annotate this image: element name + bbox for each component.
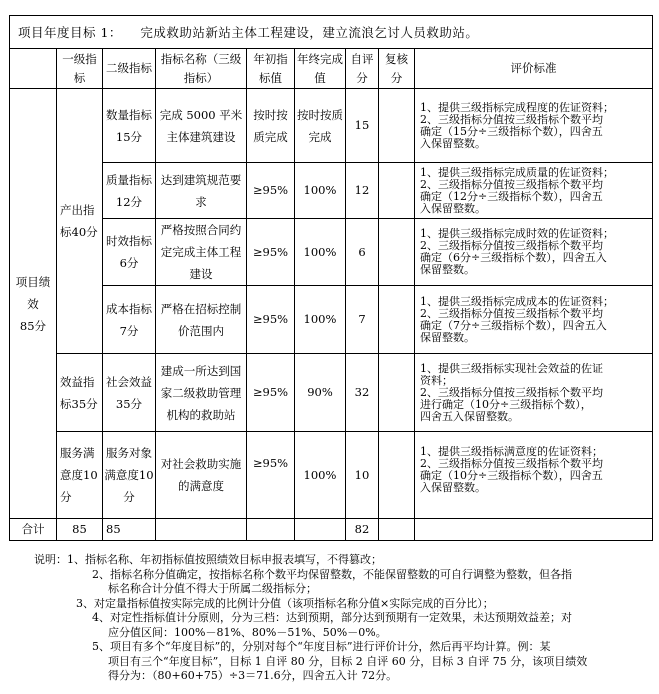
criteria-cell — [415, 219, 653, 286]
table-row — [10, 219, 653, 286]
criteria-line: 2、三级指标分值按三级指标个数平均 — [420, 178, 603, 191]
final-value: 100% — [295, 286, 346, 354]
note-line: 标名称合计分值不得大于所属二级指标分； — [108, 582, 317, 595]
criteria-line: 确定（7分÷三级指标个数），四舍五入 — [420, 319, 607, 332]
indicator-name: 完成 5000 平米主体建筑建设 — [156, 89, 247, 163]
note-line: 项目有三个“年度目标”，目标 1 自评 80 分，目标 2 自评 60 分，目标 3 自评 75 分，该项目绩效 — [108, 654, 588, 668]
review-score — [379, 354, 415, 432]
output-label: 产出指标40分 — [57, 89, 103, 354]
level2-cell: 服务对象满意度10分 — [103, 432, 156, 519]
self-score: 12 — [346, 163, 379, 219]
project-score: 85分 — [19, 318, 47, 333]
criteria-cell — [415, 163, 653, 219]
criteria-line: 入保留整数。 — [420, 482, 486, 494]
indicator-name: 达到建筑规范要求 — [156, 163, 247, 219]
criteria-line: 确定（10分÷三级指标个数），四舍五 — [420, 470, 603, 482]
criteria-cell — [415, 354, 653, 432]
goal-cell — [10, 16, 653, 49]
total-blank — [156, 519, 247, 541]
project-label: 项目绩效 — [15, 274, 51, 311]
note-line: 得分为：（80+60+75）÷3＝71.6分，四舍五入计 72分。 — [108, 669, 398, 682]
header-final: 年终完成值 — [295, 49, 346, 89]
criteria-line: 2、三级指标分值按三级指标个数平均 — [420, 386, 603, 399]
criteria-line: 进行确定（10分÷三级指标个数）， — [420, 398, 592, 411]
criteria-line: 入保留整数。 — [420, 202, 486, 215]
final-value: 90% — [295, 354, 346, 432]
final-value: 按时按质完成 — [295, 89, 346, 163]
level2-cell: 数量指标15分 — [103, 89, 156, 163]
criteria-cell — [415, 286, 653, 354]
criteria-line: 确定（6分÷三级指标个数），四舍五入 — [420, 252, 607, 264]
header-self: 自评分 — [346, 49, 379, 89]
goal-label: 项目年度目标 1： — [18, 24, 122, 40]
benefit-label: 效益指标35分 — [57, 354, 103, 432]
table-row — [10, 89, 653, 163]
self-score: 10 — [346, 432, 379, 519]
criteria-line: 保留整数。 — [420, 331, 475, 344]
criteria-cell — [415, 432, 653, 519]
criteria-line: 2、三级指标分值按三级指标个数平均 — [420, 458, 603, 470]
review-score — [379, 219, 415, 286]
total-blank — [247, 519, 295, 541]
self-score: 6 — [346, 219, 379, 286]
level2-cell: 社会效益35分 — [103, 354, 156, 432]
criteria-line: 2、三级指标分值按三级指标个数平均 — [420, 307, 603, 320]
self-score: 15 — [346, 89, 379, 163]
total-blank — [295, 519, 346, 541]
total-blank — [415, 519, 653, 541]
note-line: 说明：1、指标名称、年初指标值按照绩效目标申报表填写，不得篡改； — [34, 553, 382, 566]
criteria-line: 四舍五入保留整数。 — [420, 410, 519, 423]
criteria-line: 1、提供三级指标完成程度的佐证资料； — [420, 101, 614, 114]
header-level1: 一级指标 — [57, 49, 103, 89]
criteria-line: 1、提供三级指标完成成本的佐证资料； — [420, 295, 614, 308]
criteria-line: 1、提供三级指标满意度的佐证资料； — [420, 446, 603, 458]
performance-table — [9, 15, 653, 541]
initial-value: ≥95% — [247, 286, 295, 354]
total-row — [10, 519, 653, 541]
indicator-name: 对社会救助实施的满意度 — [156, 432, 247, 519]
review-score — [379, 286, 415, 354]
initial-value: ≥95% — [247, 163, 295, 219]
criteria-line: 确定（12分÷三级指标个数），四舍五 — [420, 190, 603, 203]
table-row — [10, 286, 653, 354]
criteria-line: 确定（15分÷三级指标个数），四舍五 — [420, 125, 603, 138]
note-line: 应分值区间：100%－81%、80%－51%、50%－0%。 — [108, 625, 387, 639]
criteria-line: 2、三级指标分值按三级指标个数平均 — [420, 113, 603, 126]
review-score — [379, 432, 415, 519]
criteria-line: 入保留整数。 — [420, 137, 486, 150]
criteria-line: 1、提供三级指标完成质量的佐证资料； — [420, 166, 614, 179]
note-line: 3、对定量指标值按实际完成的比例计分值（该项指标名称分值×实际完成的百分比）； — [76, 596, 494, 610]
total-level1: 85 — [57, 519, 103, 541]
criteria-line: 1、提供三级指标完成时效的佐证资料； — [420, 228, 614, 240]
note-line: 2、指标名称分值确定，按指标名称个数平均保留整数，不能保留整数的可自行调整为整数，但各指 — [92, 567, 572, 581]
self-score: 32 — [346, 354, 379, 432]
final-value: 100% — [295, 432, 346, 519]
self-score: 7 — [346, 286, 379, 354]
review-score — [379, 163, 415, 219]
indicator-name: 严格在招标控制价范围内 — [156, 286, 247, 354]
initial-value: ≥95% — [247, 354, 295, 432]
header-row — [10, 49, 653, 89]
criteria-cell — [415, 89, 653, 163]
level2-cell: 成本指标7分 — [103, 286, 156, 354]
criteria-line: 2、三级指标分值按三级指标个数平均 — [420, 240, 603, 252]
table-row — [10, 354, 653, 432]
table-row — [10, 163, 653, 219]
satisfaction-label: 服务满意度10分 — [57, 432, 103, 519]
criteria-line: 保留整数。 — [420, 264, 475, 276]
total-level2: 85 — [103, 519, 156, 541]
total-label: 合计 — [10, 519, 57, 541]
total-self: 82 — [346, 519, 379, 541]
project-label-cell — [10, 89, 57, 519]
criteria-line: 1、提供三级指标实现社会效益的佐证 — [420, 362, 603, 375]
indicator-name: 严格按照合同约定完成主体工程建设 — [156, 219, 247, 286]
notes — [30, 553, 655, 684]
initial-value: 按时按质完成 — [247, 89, 295, 163]
goal-row — [10, 16, 653, 49]
initial-value: ≥95% — [247, 219, 295, 286]
header-blank — [10, 49, 57, 89]
level2-cell: 时效指标6分 — [103, 219, 156, 286]
note-line: 4、对定性指标值计分原则，分为三档：达到预期，部分达到预期有一定效果，未达预期效益差；对 — [92, 611, 572, 624]
header-review: 复核分 — [379, 49, 415, 89]
review-score — [379, 89, 415, 163]
indicator-name: 建成一所达到国家二级救助管理机构的救助站 — [156, 354, 247, 432]
table-row — [10, 432, 653, 519]
note-line: 5、项目有多个“年度目标”的，分别对每个“年度目标”进行评价计分，然后再平均计算。例：某 — [92, 640, 551, 653]
goal-text: 完成救助站新站主体工程建设，建立流浪乞讨人员救助站。 — [140, 24, 479, 40]
criteria-line: 资料； — [420, 374, 453, 387]
header-name: 指标名称（三级指标） — [156, 49, 247, 89]
header-criteria: 评价标准 — [415, 49, 653, 89]
final-value: 100% — [295, 219, 346, 286]
header-level2: 二级指标 — [103, 49, 156, 89]
total-blank — [379, 519, 415, 541]
level2-cell: 质量指标12分 — [103, 163, 156, 219]
final-value: 100% — [295, 163, 346, 219]
initial-value: ≥95% — [247, 432, 295, 519]
header-initial: 年初指标值 — [247, 49, 295, 89]
